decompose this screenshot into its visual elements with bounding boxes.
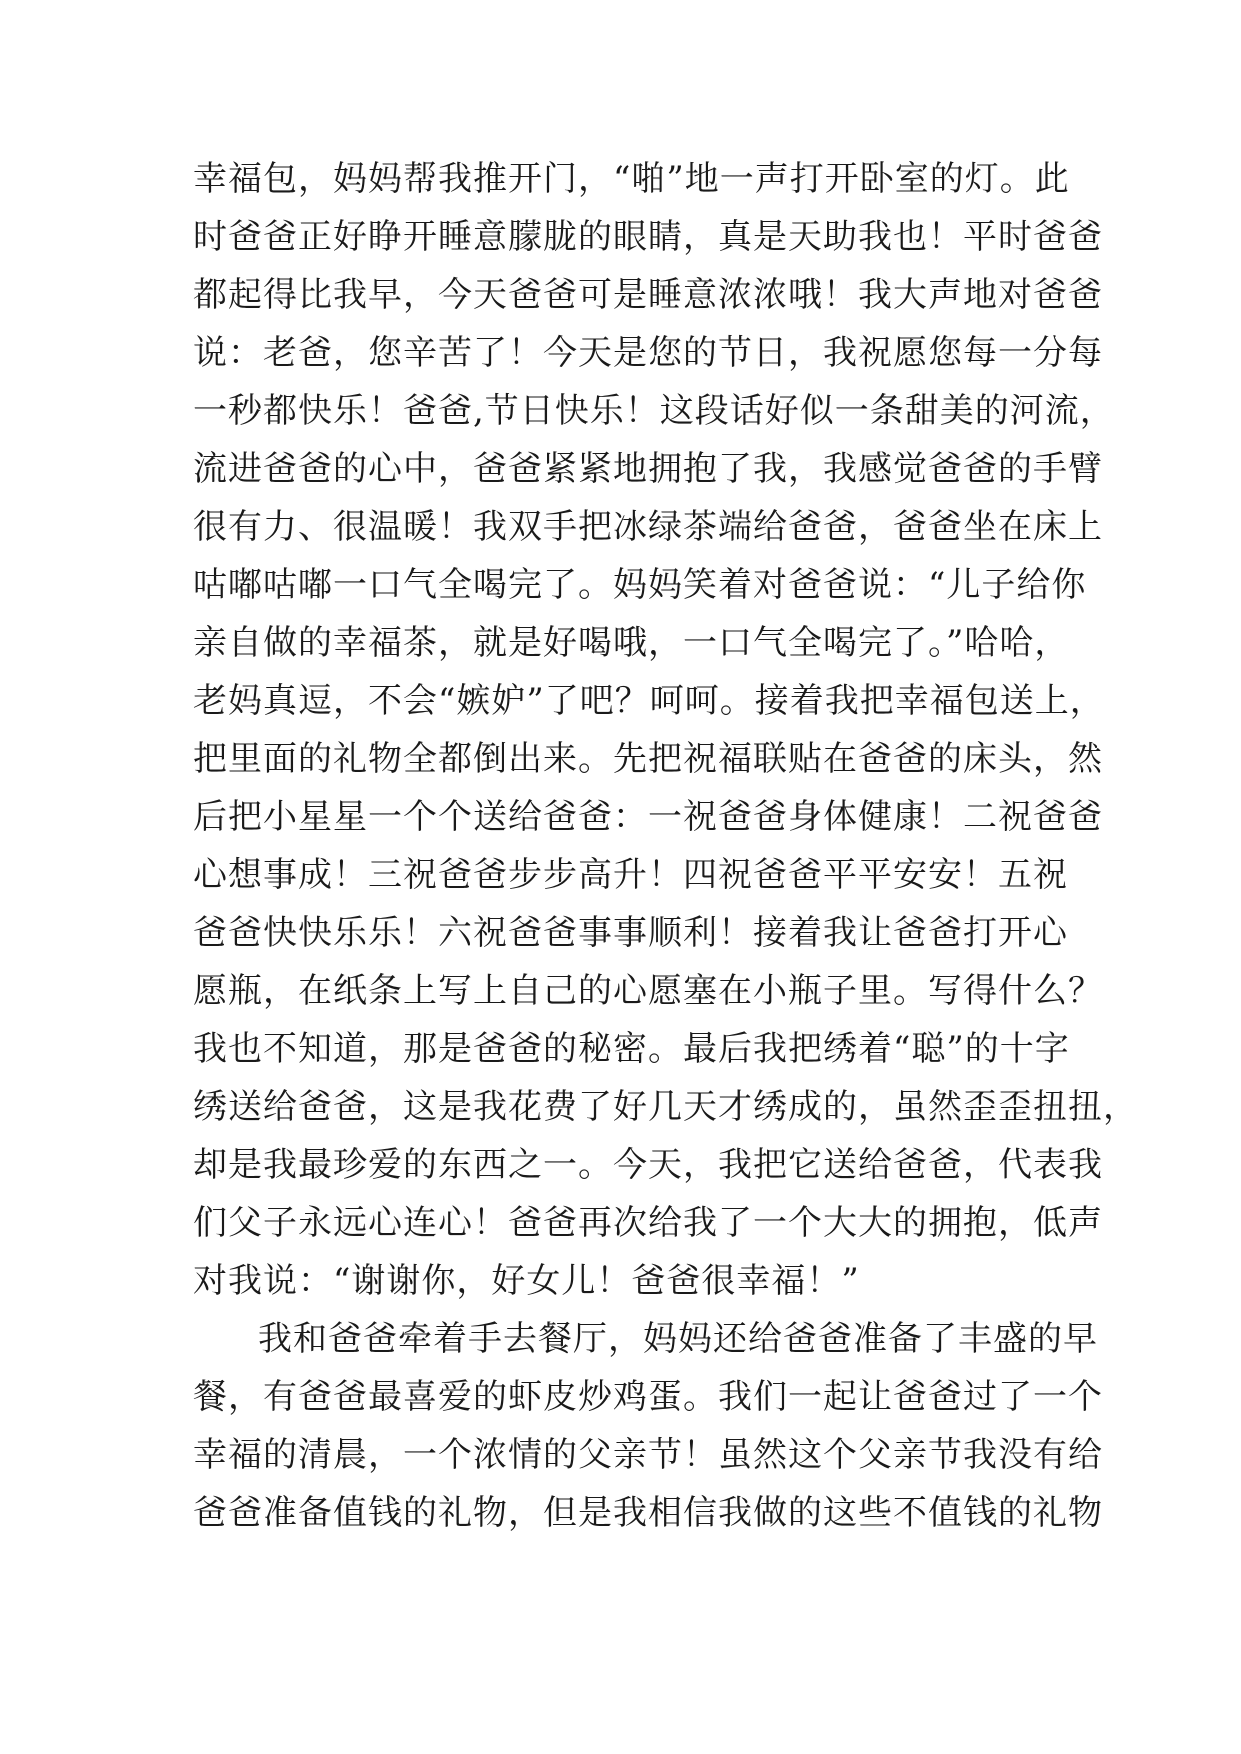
text-line: 说：老爸，您辛苦了！今天是您的节日，我祝愿您每一分每 (193, 333, 1103, 373)
text-line: 对我说：“谢谢你，好女儿！爸爸很幸福！” (193, 1261, 860, 1301)
text-line: 餐，有爸爸最喜爱的虾皮炒鸡蛋。我们一起让爸爸过了一个 (193, 1377, 1103, 1417)
text-line: 亲自做的幸福茶，就是好喝哦，一口气全喝完了。”哈哈， (193, 623, 1070, 663)
text-line: 却是我最珍爱的东西之一。今天，我把它送给爸爸，代表我 (193, 1145, 1103, 1185)
text-line: 幸福的清晨，一个浓情的父亲节！虽然这个父亲节我没有给 (193, 1435, 1103, 1475)
text-line: 们父子永远心连心！爸爸再次给我了一个大大的拥抱，低声 (193, 1203, 1103, 1243)
text-line: 老妈真逗，不会“嫉妒”了吧？呵呵。接着我把幸福包送上， (193, 681, 1105, 721)
text-line: 幸福包，妈妈帮我推开门，“啪”地一声打开卧室的灯。此 (193, 159, 1070, 199)
text-line: 流进爸爸的心中，爸爸紧紧地拥抱了我，我感觉爸爸的手臂 (193, 449, 1103, 489)
text-line: 心想事成！三祝爸爸步步高升！四祝爸爸平平安安！五祝 (193, 855, 1068, 895)
text-line: 爸爸快快乐乐！六祝爸爸事事顺利！接着我让爸爸打开心 (193, 913, 1068, 953)
text-line: 咕嘟咕嘟一口气全喝完了。妈妈笑着对爸爸说：“儿子给你 (193, 565, 1087, 605)
text-line: 绣送给爸爸，这是我花费了好几天才绣成的，虽然歪歪扭扭， (193, 1087, 1138, 1127)
text-line: 时爸爸正好睁开睡意朦胧的眼睛，真是天助我也！平时爸爸 (193, 217, 1103, 257)
text-line: 一秒都快乐！爸爸,节日快乐！这段话好似一条甜美的河流， (193, 391, 1115, 431)
text-line: 愿瓶，在纸条上写上自己的心愿塞在小瓶子里。写得什么？ (193, 971, 1103, 1011)
text-line: 我也不知道，那是爸爸的秘密。最后我把绣着“聪”的十字 (193, 1029, 1070, 1069)
text-line: 把里面的礼物全都倒出来。先把祝福联贴在爸爸的床头，然 (193, 739, 1103, 779)
text-line: 很有力、很温暖！我双手把冰绿茶端给爸爸，爸爸坐在床上 (193, 507, 1103, 547)
text-line: 都起得比我早，今天爸爸可是睡意浓浓哦！我大声地对爸爸 (193, 275, 1103, 315)
text-line: 爸爸准备值钱的礼物，但是我相信我做的这些不值钱的礼物 (193, 1493, 1103, 1533)
paragraph-first-line: 我和爸爸牵着手去餐厅，妈妈还给爸爸准备了丰盛的早 (258, 1319, 1098, 1359)
text-line: 后把小星星一个个送给爸爸：一祝爸爸身体健康！二祝爸爸 (193, 797, 1103, 837)
